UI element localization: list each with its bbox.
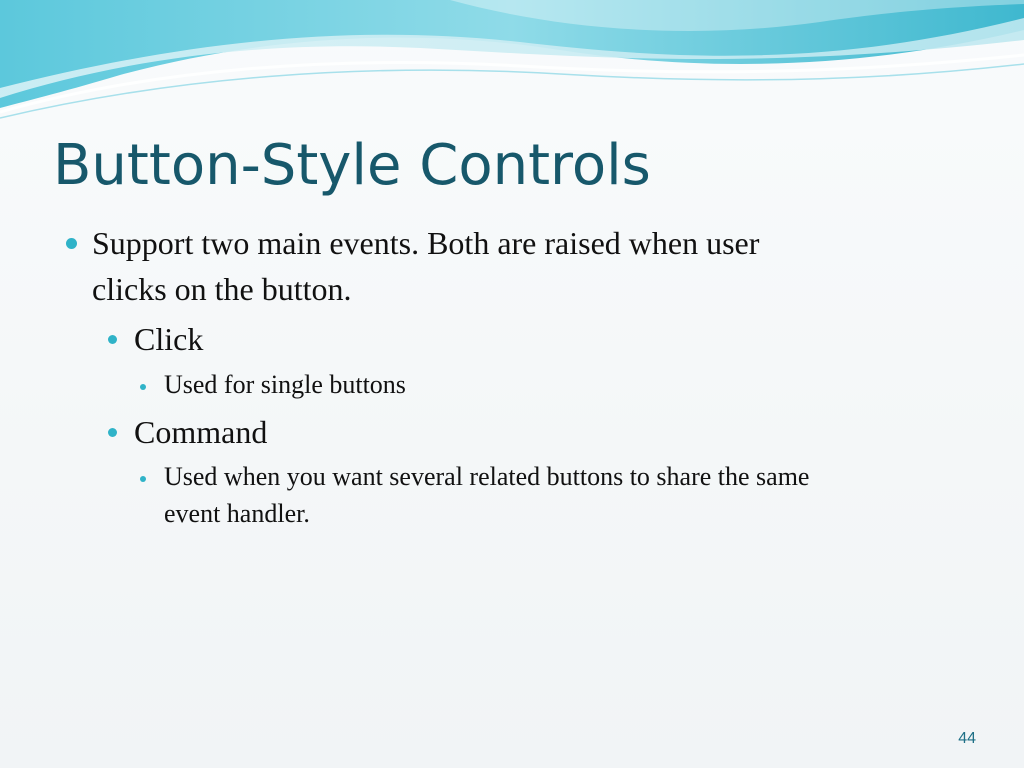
bullet-dot-icon [140,384,146,390]
sub-bullet-text: Click [134,321,204,357]
bullet-dot-icon [66,238,77,249]
bullet-text-line: clicks on the button. [92,271,352,307]
sub-sub-bullet-text: Used for single buttons [164,370,406,399]
sub-bullet-text: Command [134,414,268,450]
bullet-dot-icon [108,335,117,344]
bullet-dot-icon [140,476,146,482]
page-number: 44 [958,730,976,747]
bullet-dot-icon [108,428,117,437]
slide-title: Button-Style Controls [53,133,651,198]
sub-sub-bullet-text: Used when you want several related buttons to share the same [164,462,810,491]
bullet-text-line: Support two main events. Both are raised when user [92,225,760,261]
header-wave-decoration [0,0,1024,130]
sub-sub-bullet-text: event handler. [164,499,310,528]
